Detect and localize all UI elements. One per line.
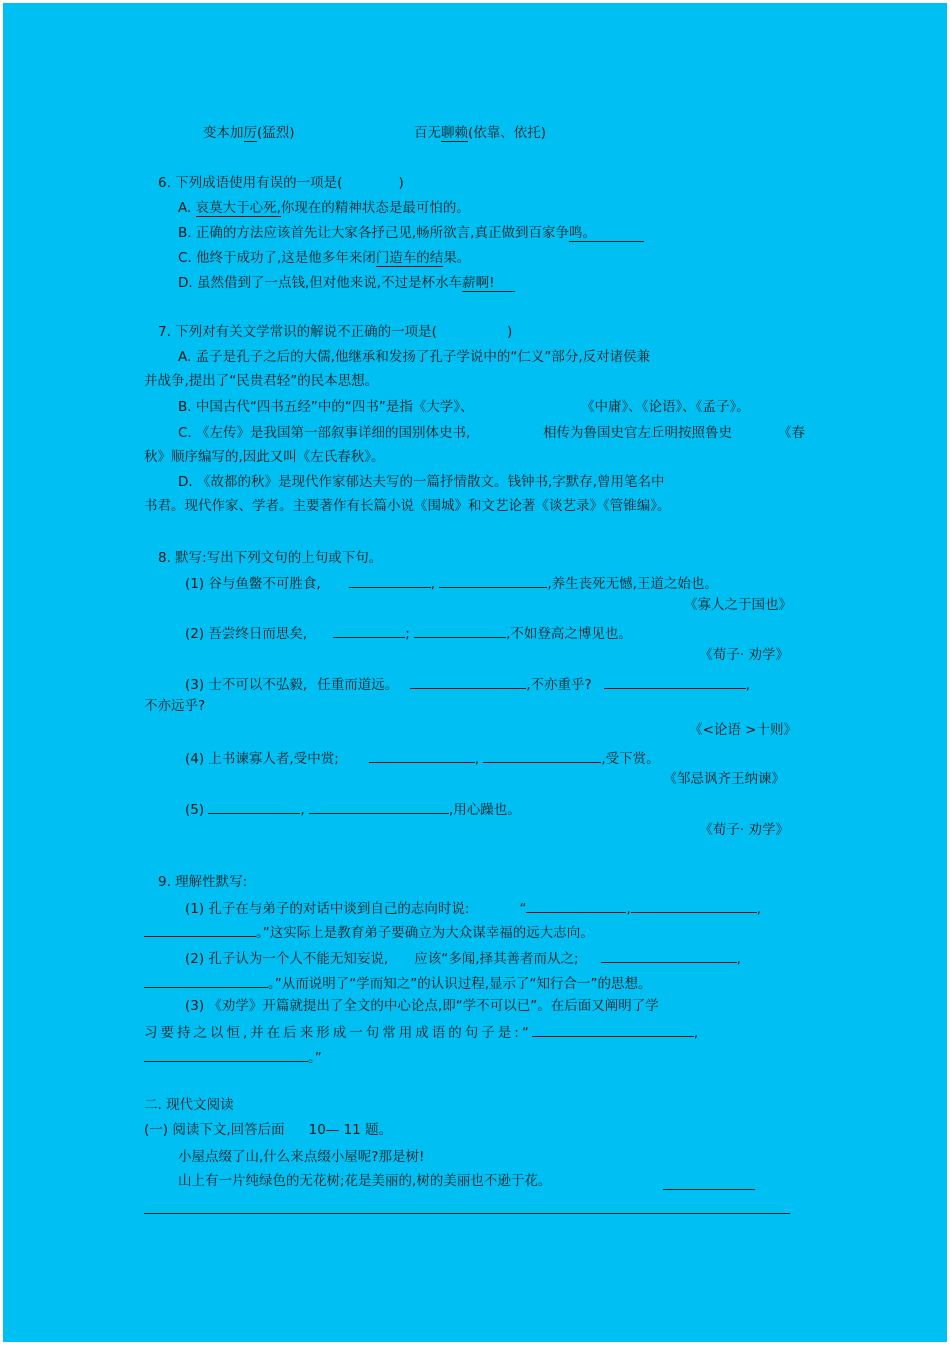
separator: , bbox=[626, 901, 631, 917]
q8-item-2 bbox=[185, 623, 632, 643]
separator: , bbox=[736, 951, 741, 967]
option-label: A. bbox=[178, 200, 192, 216]
q6-stem bbox=[158, 174, 404, 192]
vocab-word-underlined: 厉 bbox=[243, 125, 257, 141]
q7-option-c-line1-end: 《春 bbox=[778, 425, 805, 441]
answer-blank[interactable] bbox=[414, 623, 506, 638]
item-text: ,不如登高之博见也。 bbox=[506, 626, 632, 642]
answer-blank[interactable] bbox=[208, 799, 300, 814]
quote-mark: “ bbox=[519, 901, 527, 917]
vocab-item-1 bbox=[203, 124, 295, 142]
separator: , bbox=[745, 677, 750, 693]
option-label: D. bbox=[178, 275, 193, 291]
answer-blank[interactable] bbox=[526, 898, 626, 913]
answer-blank[interactable] bbox=[532, 1022, 694, 1037]
answer-blank[interactable] bbox=[631, 898, 757, 913]
q6-option-b bbox=[178, 224, 644, 242]
item-text: (5) bbox=[185, 802, 205, 818]
option-text: 正确的方法应该首先让大家各抒己见,畅所欲言,真正做到百家争 bbox=[195, 225, 569, 241]
section-title: 二. 现代文阅读 bbox=[144, 1097, 234, 1113]
item-text: ,受下赏。 bbox=[601, 751, 660, 767]
q9-item-3-line2 bbox=[144, 1022, 701, 1042]
option-text-end: 果。 bbox=[443, 250, 471, 266]
vocab-word: 变本加 bbox=[203, 125, 244, 141]
option-text: 虽然借到了一点钱,但对他来说,不过是杯水车 bbox=[196, 275, 463, 291]
q7-stem-text: 7. 下列对有关文学常识的解说不正确的一项是( bbox=[158, 324, 437, 340]
option-idiom: 薪啊! bbox=[462, 275, 514, 292]
answer-blank[interactable] bbox=[144, 1047, 308, 1062]
option-label: C. bbox=[178, 250, 192, 266]
answer-blank[interactable] bbox=[309, 799, 449, 814]
vocab-word: 百无 bbox=[414, 125, 441, 141]
separator: ; bbox=[405, 626, 410, 642]
item-text: (3) 士不可以不弘毅, bbox=[185, 677, 308, 693]
q7-option-b-line1: B. 中国古代“四书五经”中的“四书”是指《大学》、 bbox=[178, 399, 474, 415]
q7-stem bbox=[158, 323, 512, 341]
item-text: 。”从而说明了“学而知之”的认识过程,显示了“知行合一”的思想。 bbox=[268, 976, 652, 992]
page-bottom-rule bbox=[144, 1213, 790, 1214]
answer-blank[interactable] bbox=[369, 748, 475, 763]
answer-blank[interactable] bbox=[410, 674, 526, 689]
reading-paragraph-2: 山上有一片纯绿色的无花树;花是美丽的,树的美丽也不逊于花。 bbox=[178, 1173, 552, 1189]
option-idiom: 门造车的结 bbox=[375, 250, 444, 266]
item-text: ,用心躁也。 bbox=[449, 802, 521, 818]
separator: , bbox=[300, 802, 305, 818]
q8-item-4 bbox=[185, 748, 660, 768]
document-page bbox=[3, 3, 947, 1342]
q8-item-1 bbox=[185, 573, 718, 593]
item-text: 应该“多闻,择其善者而从之; bbox=[414, 951, 579, 967]
q8-item-5-source: 《荀子· 劝学》 bbox=[699, 822, 789, 838]
q9-item-3-line3 bbox=[144, 1047, 322, 1067]
q7-option-d-line1: D. 《故都的秋》是现代作家郁达夫写的一篇抒情散文。钱钟书,字默存,曾用笔名中 bbox=[178, 474, 665, 490]
item-text: 。” bbox=[308, 1050, 322, 1066]
q9-item-1 bbox=[185, 898, 761, 918]
separator: , bbox=[693, 1025, 702, 1041]
q9-item-2-cont bbox=[144, 973, 652, 993]
item-text: 习要持之以恒,并在后来形成一句常用成语的句子是:“ bbox=[144, 1025, 532, 1041]
q7-option-a-line2: 并战争,提出了“民贵君轻”的民本思想。 bbox=[144, 373, 379, 389]
q8-item-3-cont: 不亦远乎? bbox=[144, 698, 206, 714]
vocab-gloss: (猛烈) bbox=[257, 125, 295, 141]
vocab-item-2 bbox=[414, 124, 546, 142]
answer-blank[interactable] bbox=[601, 948, 737, 963]
q8-item-3-source: 《<论语 >十则》 bbox=[689, 722, 797, 738]
q8-item-4-source: 《邹忌讽齐王纳谏》 bbox=[663, 771, 785, 787]
item-text: (1) 谷与鱼鳖不可胜食, bbox=[185, 576, 321, 592]
answer-blank[interactable] bbox=[604, 674, 746, 689]
separator: , bbox=[474, 751, 480, 767]
item-text: (2) 孔子认为一个人不能无知妄说, bbox=[185, 951, 389, 967]
item-text: 。”这实际上是教育弟子要确立为大众谋幸福的远大志向。 bbox=[256, 925, 594, 941]
q7-option-c-line1: C. 《左传》是我国第一部叙事详细的国别体史书, bbox=[178, 425, 471, 441]
answer-blank[interactable] bbox=[483, 748, 601, 763]
subtitle-range: 10— 11 题。 bbox=[308, 1122, 393, 1138]
item-text: (1) 孔子在与弟子的对话中谈到自己的志向时说: bbox=[185, 901, 470, 917]
answer-blank[interactable] bbox=[439, 573, 547, 588]
separator: , bbox=[430, 576, 436, 592]
q9-item-1-cont bbox=[144, 922, 594, 942]
reading-paragraph-1: 小屋点缀了山,什么来点缀小屋呢?那是树! bbox=[178, 1149, 425, 1165]
separator: , bbox=[756, 901, 762, 917]
q8-stem: 8. 默写:写出下列文句的上句或下句。 bbox=[158, 550, 383, 566]
answer-blank[interactable] bbox=[349, 573, 431, 588]
q7-option-b-line1-cont: 《中庸》、《论语》、《孟子》。 bbox=[581, 399, 750, 415]
item-text: ,养生丧死无憾,王道之始也。 bbox=[547, 576, 718, 592]
option-text: 你现在的精神状态是最可怕的。 bbox=[280, 200, 470, 216]
q6-option-d bbox=[178, 274, 515, 292]
vocab-gloss: (依靠、依托) bbox=[468, 125, 547, 141]
item-text: ,不亦重乎? bbox=[526, 677, 592, 693]
answer-blank[interactable] bbox=[144, 973, 268, 988]
section-subtitle bbox=[144, 1121, 392, 1139]
q7-option-c-line2: 秋》顺序编写的,因此又叫《左氏春秋》。 bbox=[144, 449, 385, 465]
short-rule bbox=[663, 1189, 755, 1190]
q6-option-a bbox=[178, 199, 470, 217]
subtitle-text: (一) 阅读下文,回答后面 bbox=[144, 1122, 285, 1138]
q6-stem-close: ) bbox=[398, 175, 404, 191]
q6-stem-text: 6. 下列成语使用有误的一项是( bbox=[158, 175, 343, 191]
option-idiom: 鸣。 bbox=[569, 225, 644, 242]
q7-option-d-line2: 书君。现代作家、学者。主要著作有长篇小说《围城》和文艺论著《谈艺录》《管锥编》。 bbox=[144, 498, 671, 514]
q9-stem: 9. 理解性默写: bbox=[158, 874, 248, 890]
option-text: 他终于成功了,这是他多年来闭 bbox=[196, 250, 376, 266]
item-text: (2) 吾尝终日而思矣, bbox=[185, 626, 308, 642]
q7-stem-close: ) bbox=[506, 324, 513, 340]
item-text: (4) 上书谏寡人者,受中赏; bbox=[185, 751, 339, 767]
q8-item-5 bbox=[185, 799, 521, 819]
option-label: B. bbox=[178, 225, 192, 241]
vocab-word-underlined: 聊赖 bbox=[441, 125, 468, 141]
q9-item-3: (3) 《劝学》开篇就提出了全文的中心论点,即“学不可以已”。在后面又阐明了学 bbox=[185, 998, 659, 1014]
option-idiom: 哀莫大于心死, bbox=[195, 200, 281, 216]
q8-item-3 bbox=[185, 674, 750, 694]
q7-option-c-line1-cont: 相传为鲁国史官左丘明按照鲁史 bbox=[543, 425, 732, 441]
answer-blank[interactable] bbox=[333, 623, 405, 638]
q8-item-1-source: 《寡人之于国也》 bbox=[684, 597, 792, 613]
q8-item-2-source: 《荀子· 劝学》 bbox=[699, 647, 789, 663]
q6-option-c bbox=[178, 249, 470, 267]
q7-option-a-line1: A. 孟子是孔子之后的大儒,他继承和发扬了孔子学说中的“仁义”部分,反对诸侯兼 bbox=[178, 349, 651, 365]
q9-item-2 bbox=[185, 948, 741, 968]
answer-blank[interactable] bbox=[144, 922, 256, 937]
item-text: 任重而道远。 bbox=[317, 677, 399, 693]
